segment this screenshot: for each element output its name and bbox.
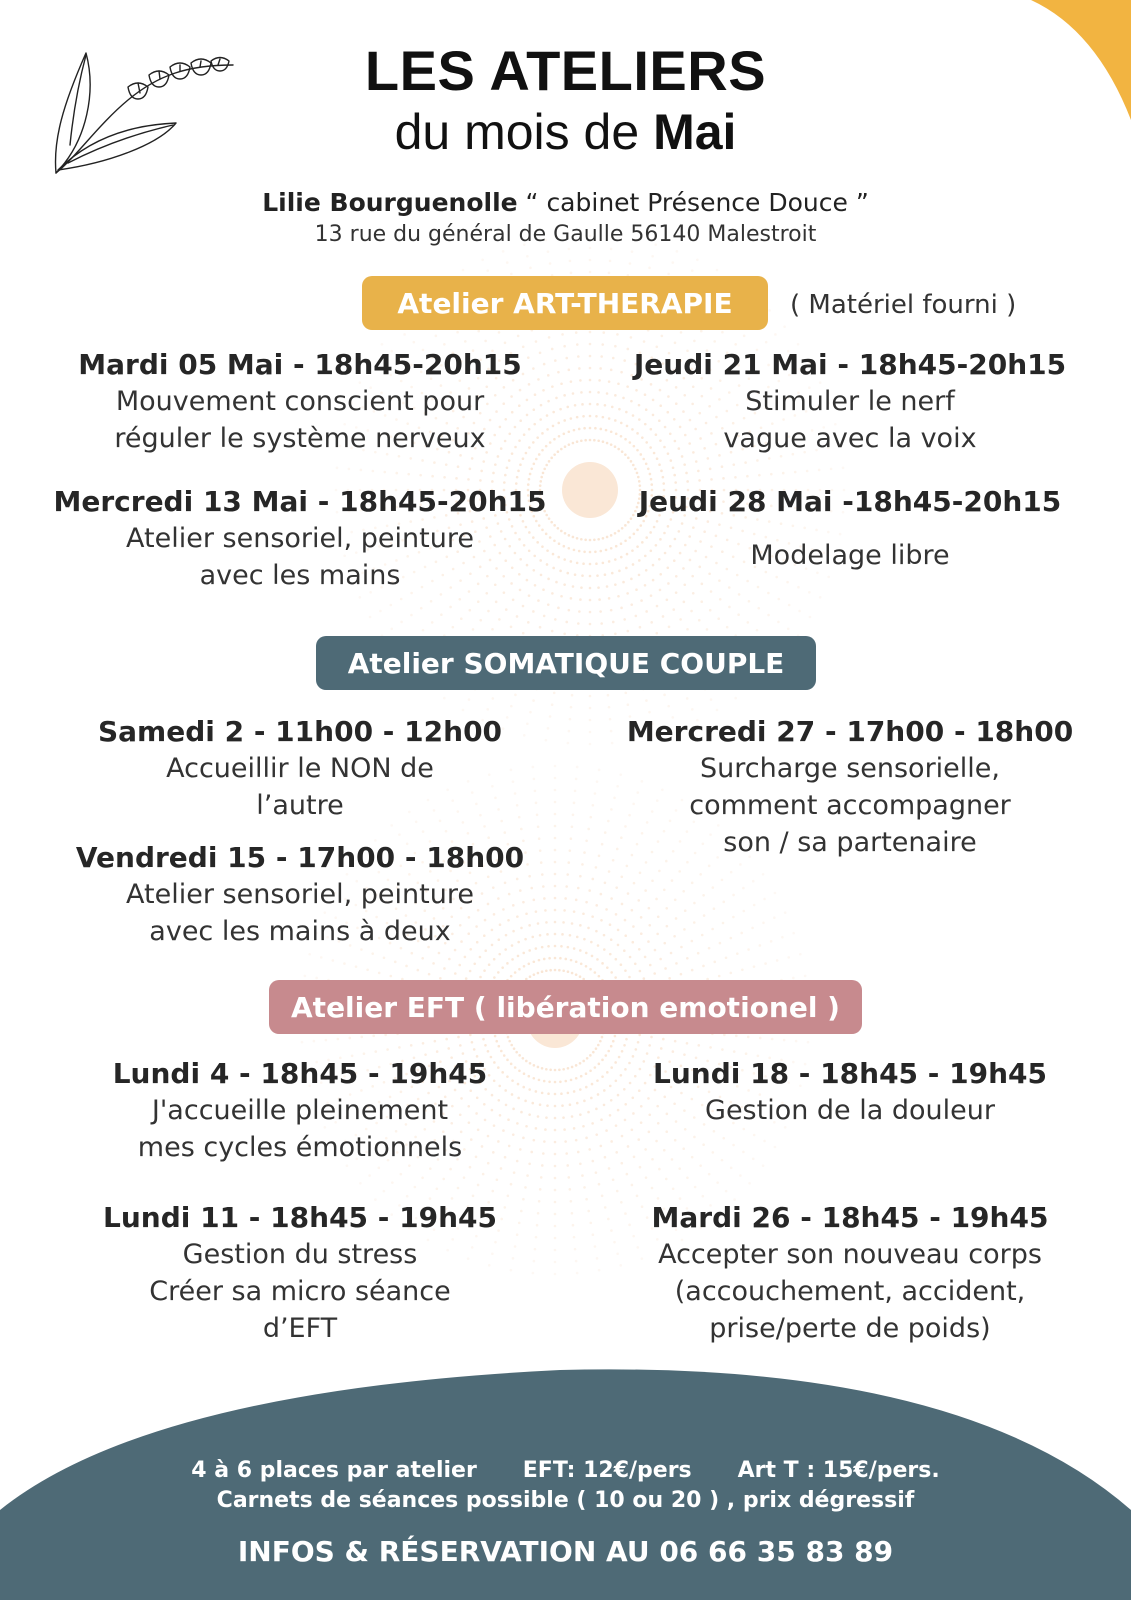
event-date: Mercredi 27 - 17h00 - 18h00: [626, 715, 1074, 748]
event-item: [570, 1200, 1130, 1347]
event-desc: Accueillir le NON de: [166, 753, 434, 784]
event-desc: prise/perte de poids): [709, 1313, 991, 1344]
event-item: [570, 1056, 1130, 1129]
event-desc: Mouvement conscient pour: [115, 386, 485, 417]
event-date: Samedi 2 - 11h00 - 12h00: [97, 715, 503, 748]
host-line: [0, 188, 1131, 217]
footer-carnets: Carnets de séances possible ( 10 ou 20 ) , prix dégressif: [216, 1488, 915, 1513]
footer-reservation: INFOS & RÉSERVATION AU 06 66 35 83 89: [237, 1535, 894, 1568]
event-desc: Gestion du stress: [182, 1239, 418, 1270]
event-desc: l’autre: [256, 790, 344, 821]
event-date: Jeudi 28 Mai -18h45-20h15: [638, 485, 1062, 518]
event-desc: Stimuler le nerf: [745, 386, 955, 417]
page-subtitle: [0, 103, 1131, 161]
event-item: [570, 484, 1130, 574]
event-date: Mardi 05 Mai - 18h45-20h15: [78, 348, 522, 381]
event-desc: Atelier sensoriel, peinture: [126, 879, 474, 910]
event-desc: d’EFT: [262, 1313, 338, 1344]
event-desc: comment accompagner: [689, 790, 1011, 821]
footer-pricing: 4 à 6 places par atelier EFT: 12€/pers Art T : 15€/pers.: [191, 1458, 940, 1483]
event-desc: Créer sa micro séance: [149, 1276, 451, 1307]
event-desc: réguler le système nerveux: [114, 423, 486, 454]
subtitle-prefix: du mois de: [394, 104, 654, 160]
event-desc: vague avec la voix: [723, 423, 977, 454]
event-date: Mardi 26 - 18h45 - 19h45: [651, 1201, 1049, 1234]
host-address: 13 rue du général de Gaulle 56140 Malestroit: [314, 222, 817, 247]
event-item: [20, 1200, 580, 1347]
event-date: Lundi 11 - 18h45 - 19h45: [102, 1201, 498, 1234]
event-desc: Gestion de la douleur: [705, 1095, 995, 1126]
event-desc: avec les mains: [199, 560, 401, 591]
event-item: [570, 714, 1130, 861]
section-somatique-couple-pill: Atelier SOMATIQUE COUPLE: [316, 636, 816, 690]
event-date: Jeudi 21 Mai - 18h45-20h15: [633, 348, 1067, 381]
event-item: [20, 484, 580, 594]
event-item: [570, 347, 1130, 457]
event-item: [20, 1056, 580, 1166]
event-desc: (accouchement, accident,: [674, 1276, 1026, 1307]
event-desc: Accepter son nouveau corps: [658, 1239, 1042, 1270]
section-eft-pill: Atelier EFT ( libération emotionel ): [269, 980, 862, 1034]
event-desc: Atelier sensoriel, peinture: [126, 523, 474, 554]
event-desc: Modelage libre: [750, 540, 950, 571]
host-name: Lilie Bourguenolle: [262, 188, 518, 217]
event-desc: Surcharge sensorielle,: [699, 753, 1000, 784]
event-desc: avec les mains à deux: [149, 916, 451, 947]
event-desc: son / sa partenaire: [723, 827, 977, 858]
event-item: [20, 347, 580, 457]
event-item: [20, 714, 580, 824]
event-date: Mercredi 13 Mai - 18h45-20h15: [53, 485, 547, 518]
art-therapie-note: ( Matériel fourni ): [790, 290, 1017, 320]
host-cabinet: “ cabinet Présence Douce ”: [517, 188, 869, 217]
event-date: Vendredi 15 - 17h00 - 18h00: [75, 841, 525, 874]
page-title: LES ATELIERS: [364, 39, 767, 102]
section-art-therapie-pill: Atelier ART-THERAPIE: [362, 276, 768, 330]
event-item: [20, 840, 580, 950]
event-desc: mes cycles émotionnels: [137, 1132, 463, 1163]
event-date: Lundi 4 - 18h45 - 19h45: [112, 1057, 488, 1090]
event-date: Lundi 18 - 18h45 - 19h45: [652, 1057, 1048, 1090]
subtitle-month: Mai: [653, 104, 737, 160]
event-desc: J'accueille pleinement: [151, 1095, 449, 1126]
